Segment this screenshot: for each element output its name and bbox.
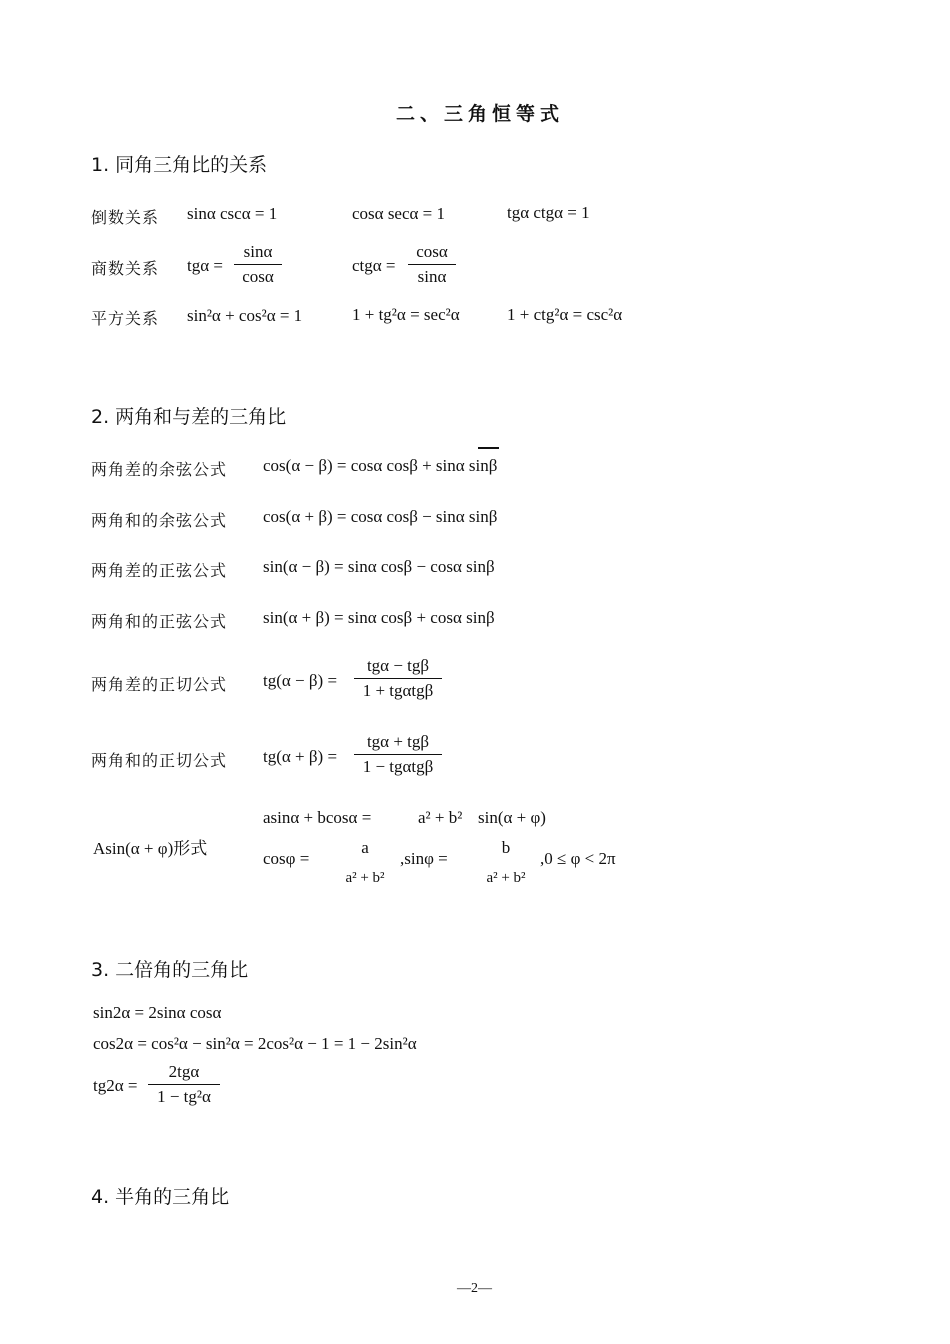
formula-tan-sum-fraction: [354, 732, 442, 777]
aux-cos-fraction: [330, 838, 400, 887]
fraction-numerator: tgα + tgβ: [366, 732, 430, 751]
formula-reciprocal-2: cosα secα = 1: [352, 204, 446, 223]
aux-range: ,0 ≤ φ < 2π: [540, 849, 616, 868]
formula-quotient-1-fraction: [234, 242, 282, 287]
section-heading-1: 1. 同角三角比的关系: [91, 154, 268, 176]
formula-square-1: sin²α + cos²α = 1: [187, 306, 303, 325]
row-label-cos-sum: 两角和的余弦公式: [91, 511, 228, 530]
section-heading-4: 4. 半角的三角比: [91, 1186, 230, 1208]
fraction-denominator: a² + b²: [345, 870, 385, 886]
aux-line1-radicand: a² + b²: [418, 808, 463, 827]
row-label-square: 平方关系: [91, 309, 160, 328]
aux-line1-right: sin(α + φ): [478, 808, 546, 827]
formula-tan-sum-lhs: tg(α + β) =: [263, 747, 338, 766]
formula-sin-sum: sin(α + β) = sinα cosβ + cosα sinβ: [263, 608, 495, 627]
row-label-quotient: 商数关系: [91, 259, 160, 278]
aux-cos-lhs: cosφ =: [263, 849, 310, 868]
aux-label: Asin(α + φ)形式: [93, 839, 208, 858]
fraction-numerator: cosα: [416, 242, 448, 261]
formula-reciprocal-1: sinα cscα = 1: [187, 204, 278, 223]
page-title: 二、三角恒等式: [396, 103, 565, 125]
fraction-denominator: 1 − tg²α: [148, 1084, 220, 1107]
fraction-denominator: sinα: [408, 264, 456, 287]
fraction-numerator: b: [501, 838, 511, 857]
page-number: —2—: [457, 1281, 492, 1296]
fraction-numerator: tgα − tgβ: [366, 656, 430, 675]
section-heading-2: 2. 两角和与差的三角比: [91, 406, 287, 428]
aux-sin-lhs: ,sinφ =: [400, 849, 448, 868]
formula-tan-diff-fraction: [354, 656, 442, 701]
fraction-denominator: 1 − tgαtgβ: [354, 754, 442, 777]
formula-quotient-1-lhs: tgα =: [187, 256, 223, 275]
formula-sin-diff: sin(α − β) = sinα cosβ − cosα sinβ: [263, 557, 495, 576]
section-heading-3: 3. 二倍角的三角比: [91, 959, 249, 981]
formula-tan-diff-lhs: tg(α − β) =: [263, 671, 338, 690]
formula-cos-diff: cos(α − β) = cosα cosβ + sinα sinβ: [263, 456, 498, 475]
row-label-sin-diff: 两角差的正弦公式: [91, 561, 228, 580]
row-label-tan-sum: 两角和的正切公式: [91, 751, 228, 770]
row-label-tan-diff: 两角差的正切公式: [91, 675, 228, 694]
formula-sin-double: sin2α = 2sinα cosα: [93, 1003, 222, 1022]
fraction-numerator: sinα: [243, 242, 273, 261]
formula-square-3: 1 + ctg²α = csc²α: [507, 305, 623, 324]
stray-overline-mark: [478, 447, 499, 449]
formula-tan-double-lhs: tg2α =: [93, 1076, 138, 1095]
fraction-denominator: a² + b²: [486, 870, 526, 886]
row-label-cos-diff: 两角差的余弦公式: [91, 460, 228, 479]
fraction-numerator: a: [361, 838, 369, 857]
fraction-denominator: 1 + tgαtgβ: [354, 678, 442, 701]
formula-quotient-2-lhs: ctgα =: [352, 256, 396, 275]
formula-quotient-2-fraction: [408, 242, 456, 287]
fraction-denominator: cosα: [234, 264, 282, 287]
formula-cos-sum: cos(α + β) = cosα cosβ − sinα sinβ: [263, 507, 498, 526]
formula-square-2: 1 + tg²α = sec²α: [352, 305, 460, 324]
row-label-reciprocal: 倒数关系: [91, 208, 160, 227]
formula-tan-double-fraction: [148, 1062, 220, 1107]
aux-sin-fraction: [471, 838, 541, 887]
fraction-numerator: 2tgα: [168, 1062, 200, 1081]
aux-line1-left: asinα + bcosα =: [263, 808, 372, 827]
row-label-sin-sum: 两角和的正弦公式: [91, 612, 228, 631]
formula-reciprocal-3: tgα ctgα = 1: [507, 203, 590, 222]
formula-cos-double: cos2α = cos²α − sin²α = 2cos²α − 1 = 1 − 2sin²α: [93, 1034, 417, 1053]
